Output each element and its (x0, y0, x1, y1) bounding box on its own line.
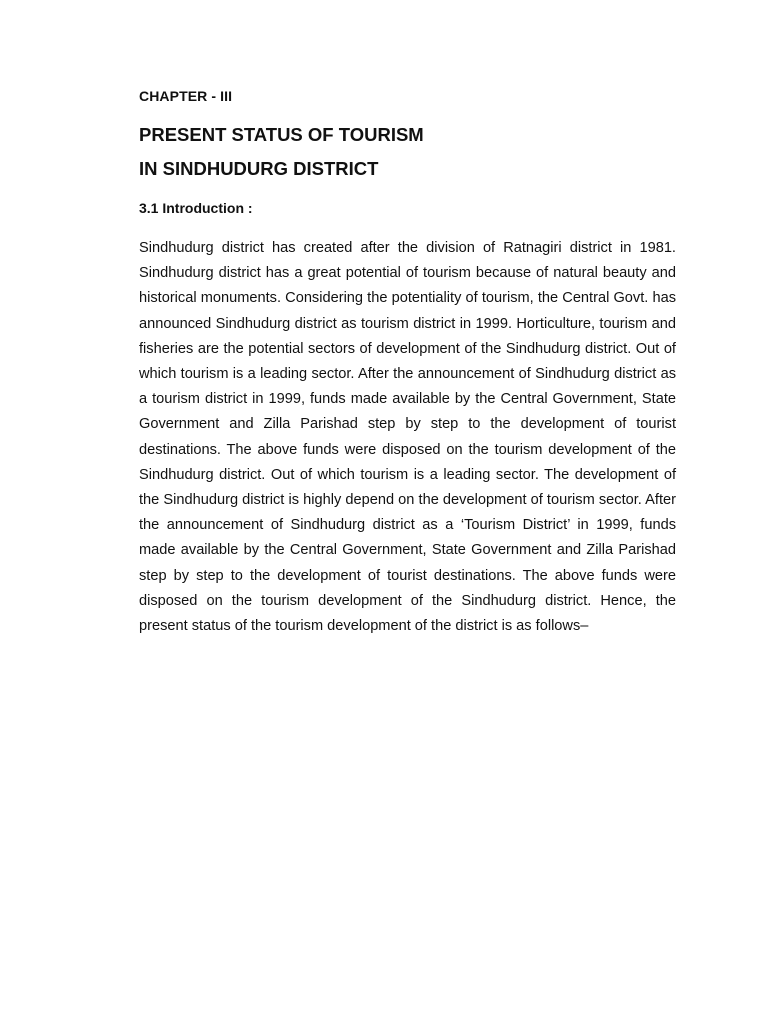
document-page (139, 86, 676, 639)
chapter-label: CHAPTER - III (139, 88, 233, 104)
chapter-title-line-1: PRESENT STATUS OF TOURISM (139, 124, 424, 145)
chapter-title (139, 118, 676, 186)
chapter-title-line-2: IN SINDHUDURG DISTRICT (139, 158, 379, 179)
introduction-paragraph: Sindhudurg district has created after the division of Ratnagiri district in 1981. Sindhudurg district has a great potential of tourism because of natural beauty and historical monuments. Considering the potentiality of tourism, the Central Govt. has announced Sindhudurg district as tourism district in 1999. Horticulture, tourism and fisheries are the potential sectors of development of the Sindhudurg district. Out of which tourism is a leading sector. After the announcement of Sindhudurg district as a tourism district in 1999, funds made available by the Central Government, State Government and Zilla Parishad step by step to the development of tourist destinations. The above funds were disposed on the tourism development of the Sindhudurg district. Out of which tourism is a leading sector. The development of the Sindhudurg district is highly depend on the development of tourism sector. After the announcement of Sindhudurg district as a ‘Tourism District’ in 1999, funds made available by the Central Government, State Government and Zilla Parishad step by step to the development of tourist destinations. The above funds were disposed on the tourism development of the Sindhudurg district. Hence, the present status of the tourism development of the district is as follows– (139, 240, 676, 635)
section-heading: 3.1 Introduction : (139, 200, 253, 216)
